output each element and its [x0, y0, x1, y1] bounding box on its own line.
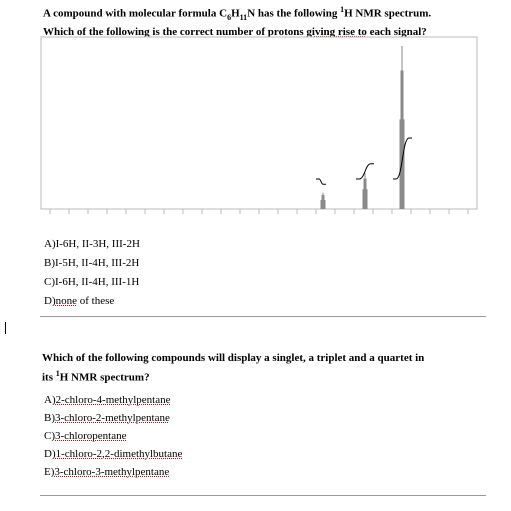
- option-label: B)I-5H, II-4H, III-2H: [44, 257, 140, 269]
- option-label: 3-chloro-3-methylpentane: [54, 466, 170, 478]
- question-2-line-2: [42, 366, 482, 386]
- answer-option-c[interactable]: [44, 273, 140, 292]
- option-label: D): [44, 295, 56, 307]
- question-1-line-1: [43, 2, 503, 25]
- q1-sub: 6: [227, 12, 232, 22]
- answer-option-e[interactable]: [44, 463, 182, 481]
- spectrum-peaks: [321, 46, 404, 209]
- option-label: C)I-6H, II-4H, III-1H: [44, 276, 140, 288]
- option-label: A)I-6H, II-3H, III-2H: [44, 238, 140, 250]
- option-label: D): [44, 448, 56, 460]
- q1-spellcheck-text: giving rise to: [306, 25, 367, 38]
- q1-text: N has the following: [247, 7, 341, 20]
- question-1-title: [43, 2, 503, 40]
- q2-text: H NMR spectrum?: [59, 371, 150, 384]
- answer-option-d[interactable]: [44, 445, 182, 463]
- q1-text: H: [231, 7, 240, 20]
- question-2-title: [42, 351, 482, 386]
- spectrum-frame: [41, 37, 477, 209]
- answer-option-d[interactable]: [44, 292, 140, 311]
- question-2-options: [44, 391, 182, 481]
- answer-option-a[interactable]: [44, 391, 182, 409]
- option-label: none: [55, 295, 77, 307]
- nmr-peak: [400, 46, 404, 209]
- q1-text: H NMR spectrum.: [344, 7, 432, 20]
- answer-option-b[interactable]: [44, 254, 140, 273]
- answer-option-c[interactable]: [44, 427, 182, 445]
- nmr-peak: [321, 193, 325, 209]
- option-label: 3-chloro-2-methylpentane: [55, 412, 170, 424]
- option-label: A): [44, 394, 56, 406]
- spectrum-ticks: [50, 209, 468, 214]
- q2-text: its: [42, 371, 56, 384]
- option-label: E): [44, 466, 55, 478]
- option-label: 3-chloropentane: [55, 430, 127, 442]
- answer-option-b[interactable]: [44, 409, 182, 427]
- nmr-spectrum: [40, 36, 480, 218]
- spectrum-integrals: [316, 138, 412, 184]
- q1-sub: 11: [239, 12, 248, 22]
- q1-text: A compound with molecular formula C: [43, 7, 228, 20]
- q1-text: each signal?: [366, 25, 427, 38]
- option-label: 1-chloro-2,2-dimethylbutane: [55, 448, 183, 460]
- q1-sup: 1: [340, 5, 345, 14]
- option-label: C): [44, 430, 55, 442]
- answer-option-a[interactable]: [44, 235, 140, 254]
- nmr-peak: [363, 173, 367, 209]
- option-label: 2-chloro-4-methylpentane: [55, 394, 171, 406]
- integral-curve: [316, 179, 326, 184]
- q2-text: Which of the following compounds will display a singlet, a triplet and a quartet in: [42, 352, 425, 364]
- q1-text: Which of the following is the correct number of protons: [43, 25, 307, 38]
- option-label: B): [44, 412, 55, 424]
- option-label: of these: [77, 295, 115, 307]
- text-cursor: [5, 322, 6, 334]
- q2-sup: 1: [55, 369, 60, 378]
- divider: [40, 316, 486, 317]
- divider: [40, 495, 486, 496]
- question-1-options: [44, 235, 140, 311]
